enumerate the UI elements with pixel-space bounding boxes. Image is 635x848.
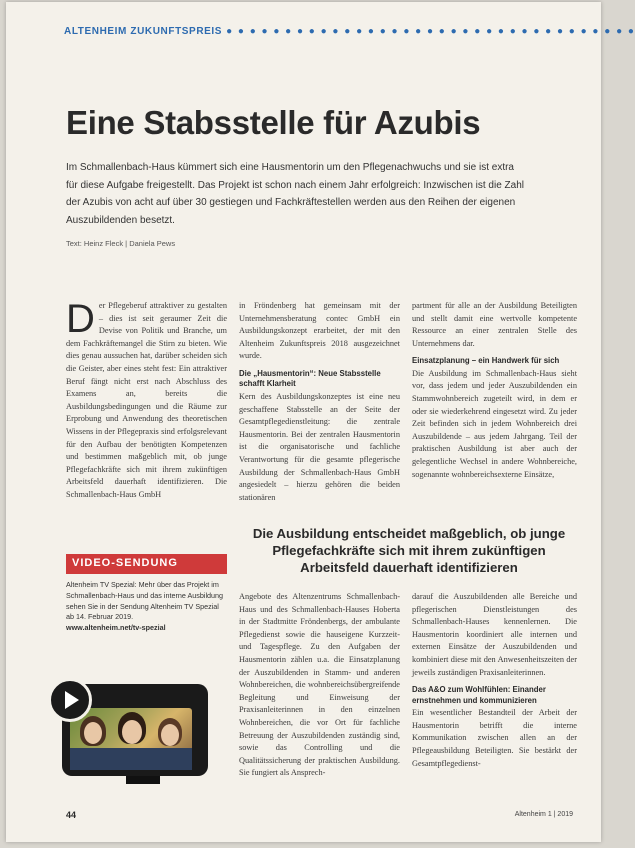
video-info-box [66,554,227,634]
section-rubric [64,26,635,40]
video-box-text [66,580,227,634]
body-paragraph: darauf die Auszubildenden alle Bereiche und pflegerischen Dienstleistungen des Schmallenbach-Hauses kennenlernen. Die Hausmentorin koordiniert alle internen und externen Einsätze der Auszubildenden und kombiniert diese mit den Anwesenheitszeiten der jeweils zuständigen Praxisanleiterinnen. [412,592,577,677]
subheading: Das A&O zum Wohlfühlen: Einander ernstnehmen und kommunizieren [412,685,546,705]
magazine-page [6,2,635,842]
body-paragraph: Ein wesentlicher Bestandteil der Arbeit der Hausmentorin betrifft die interne Kommunikation zwischen allen an der Pflegeausbildung Beteiligten. Sie bestärkt der Gesamtpflegedienst- [412,708,577,768]
person-face [122,720,142,744]
body-paragraph: Angebote des Altenzentrums Schmallenbach-Haus und des Schmallenbach-Hauses Hoberta in der Stadtmitte Fröndenbergs, der ambulante Pflegedienst sowie die hauseigene Kurzzeit- und Tagespflege. Zu den Aufgaben der Hausmentorin zählen u.a. die Einsatzplanung der Auszubildenden in Stamm- und anderen Wohnbereichen, die wohnbereichsübergreifende Begleitung und Einweisung der Praxisanleiterinnen in den einzelnen Wohnbereichen, die vor Ort für fachliche Betreuung der Auszubildenden zuständig sind, sowie das Controlling und die Qualitätssicherung der praktischen Ausbildung. Sie fungiert als Ansprech- [239,592,400,778]
video-still-image [70,708,192,770]
body-column-4 [239,591,400,780]
rubric-dots: ● ● ● ● ● ● ● ● ● ● ● ● ● ● ● ● ● ● ● ● ● ● ● ● ● ● ● ● ● ● ● ● ● ● ● [226,26,635,37]
clothing-area [70,748,192,770]
subheading: Die „Hausmentorin“: Neue Stabsstelle schafft Klarheit [239,368,381,389]
person-face [161,724,179,746]
body-paragraph: in Fröndenberg hat gemeinsam mit der Unternehmensberatung contec GmbH ein Ausbildungskonzept erarbeitet, der mit den Altenheim Zukunftspreis 2018 ausgezeichnet wurde. [239,301,400,361]
page-number: 44 [66,810,77,820]
subheading: Einsatzplanung – ein Handwerk für sich [412,356,560,366]
body-column-5 [412,591,577,770]
body-paragraph: er Pflegeberuf attraktiver zu gestalten – dies ist seit geraumer Zeit die Devise von Politik und Branche, um dem Fachkräftemangel die Stirn zu bieten. Wie dies genau aussuchen hat, darüber scheiden sich die Geister, aber eines steht fest: Ein attraktiver Beruf fängt nicht erst nach Abschluss des Examens an, bereits die Ausbildungsbedingungen und die Räume zur Erprobung und Anwendung des theoretischen Wissens in der Pflegepraxis sind erfolgsrelevant für den Aufbau der benötigten Kompetenzen und bestimmen maßgeblich mit, ob junge Pflegefachkräfte sich mit ihrem zukünftigen Arbeitsfeld dauerhaft identifizieren. Die Schmallenbach-Haus GmbH [66,301,227,499]
video-link[interactable]: www.altenheim.net/tv-spezial [66,623,166,633]
drop-cap: D [66,297,95,341]
article-title: Eine Stabsstelle für Azubis [66,104,481,141]
video-description: Altenheim TV Spezial: Mehr über das Projekt im Schmallenbach-Haus und das interne Ausbildung sehen Sie in der Sendung Altenheim TV Spezial ab 14. Februar 2019. [66,580,224,622]
tv-stand [126,776,160,784]
body-paragraph: Kern des Ausbildungskonzeptes ist eine neu geschaffene Stabsstelle an der Seite der Gesamtpflegedienstleitung: die zentrale Hausmentorin. Bei der zentralen Hausmentorin ist die organisatorische und fachliche Verantwortung für die gesamte pflegerische Ausbildung der Schmallenbach-Haus GmbH angesiedelt – hierzu gehören die beiden stationären [239,391,400,502]
person-face [84,722,102,744]
issue-label: Altenheim 1 | 2019 [514,811,573,818]
body-column-1 [66,297,227,502]
body-paragraph: partment für alle an der Ausbildung Beteiligten und stellt damit eine wertvolle kompetente Ressource an einer zentralen Stelle des Unternehmens dar. [412,301,577,348]
body-paragraph: Die Ausbildung im Schmallenbach-Haus sieht vor, dass jedem und jeder Auszubildenden ein Stammwohnbereich zugeteilt wird, in dem er oder sie wiederkehrend eingesetzt wird. Zu jeder Zeit befinden sich in jedem Wohnbereich drei Auszubildende – aus jedem Jahrgang. Teil der praktischen Ausbildung ist aber auch der gelegentliche Wechsel in andere Wohnbereiche, sogenannte wohnbereichsexterne Einsätze, [412,368,577,479]
video-box-title: VIDEO-SENDUNG [66,554,227,574]
article-byline: Text: Heinz Fleck | Daniela Pews [66,239,176,248]
tv-video-thumbnail[interactable] [48,678,214,788]
article-lead: Im Schmallenbach-Haus kümmert sich eine Hausmentorin um den Pflegenachwuchs und sie ist extra für diese Aufgabe freigestellt. Das Projekt ist schon nach einem Jahr erfolgreich: Inzwischen ist die Zahl der Azubis von acht auf über 30 gestiegen und Fachkräftestellen werden aus den Reihen der eigenen Auszubildenden besetzt. [66,162,525,226]
play-button-icon[interactable] [48,678,92,722]
body-column-2 [239,300,400,504]
body-column-3 [412,300,577,481]
rubric-label: ALTENHEIM ZUKUNFTSPREIS [64,26,223,37]
pull-quote: Die Ausbildung entscheidet maßgeblich, ob junge Pflegefachkräfte sich mit ihrem zukünftigen Arbeitsfeld dauerhaft identifizieren [252,526,566,575]
